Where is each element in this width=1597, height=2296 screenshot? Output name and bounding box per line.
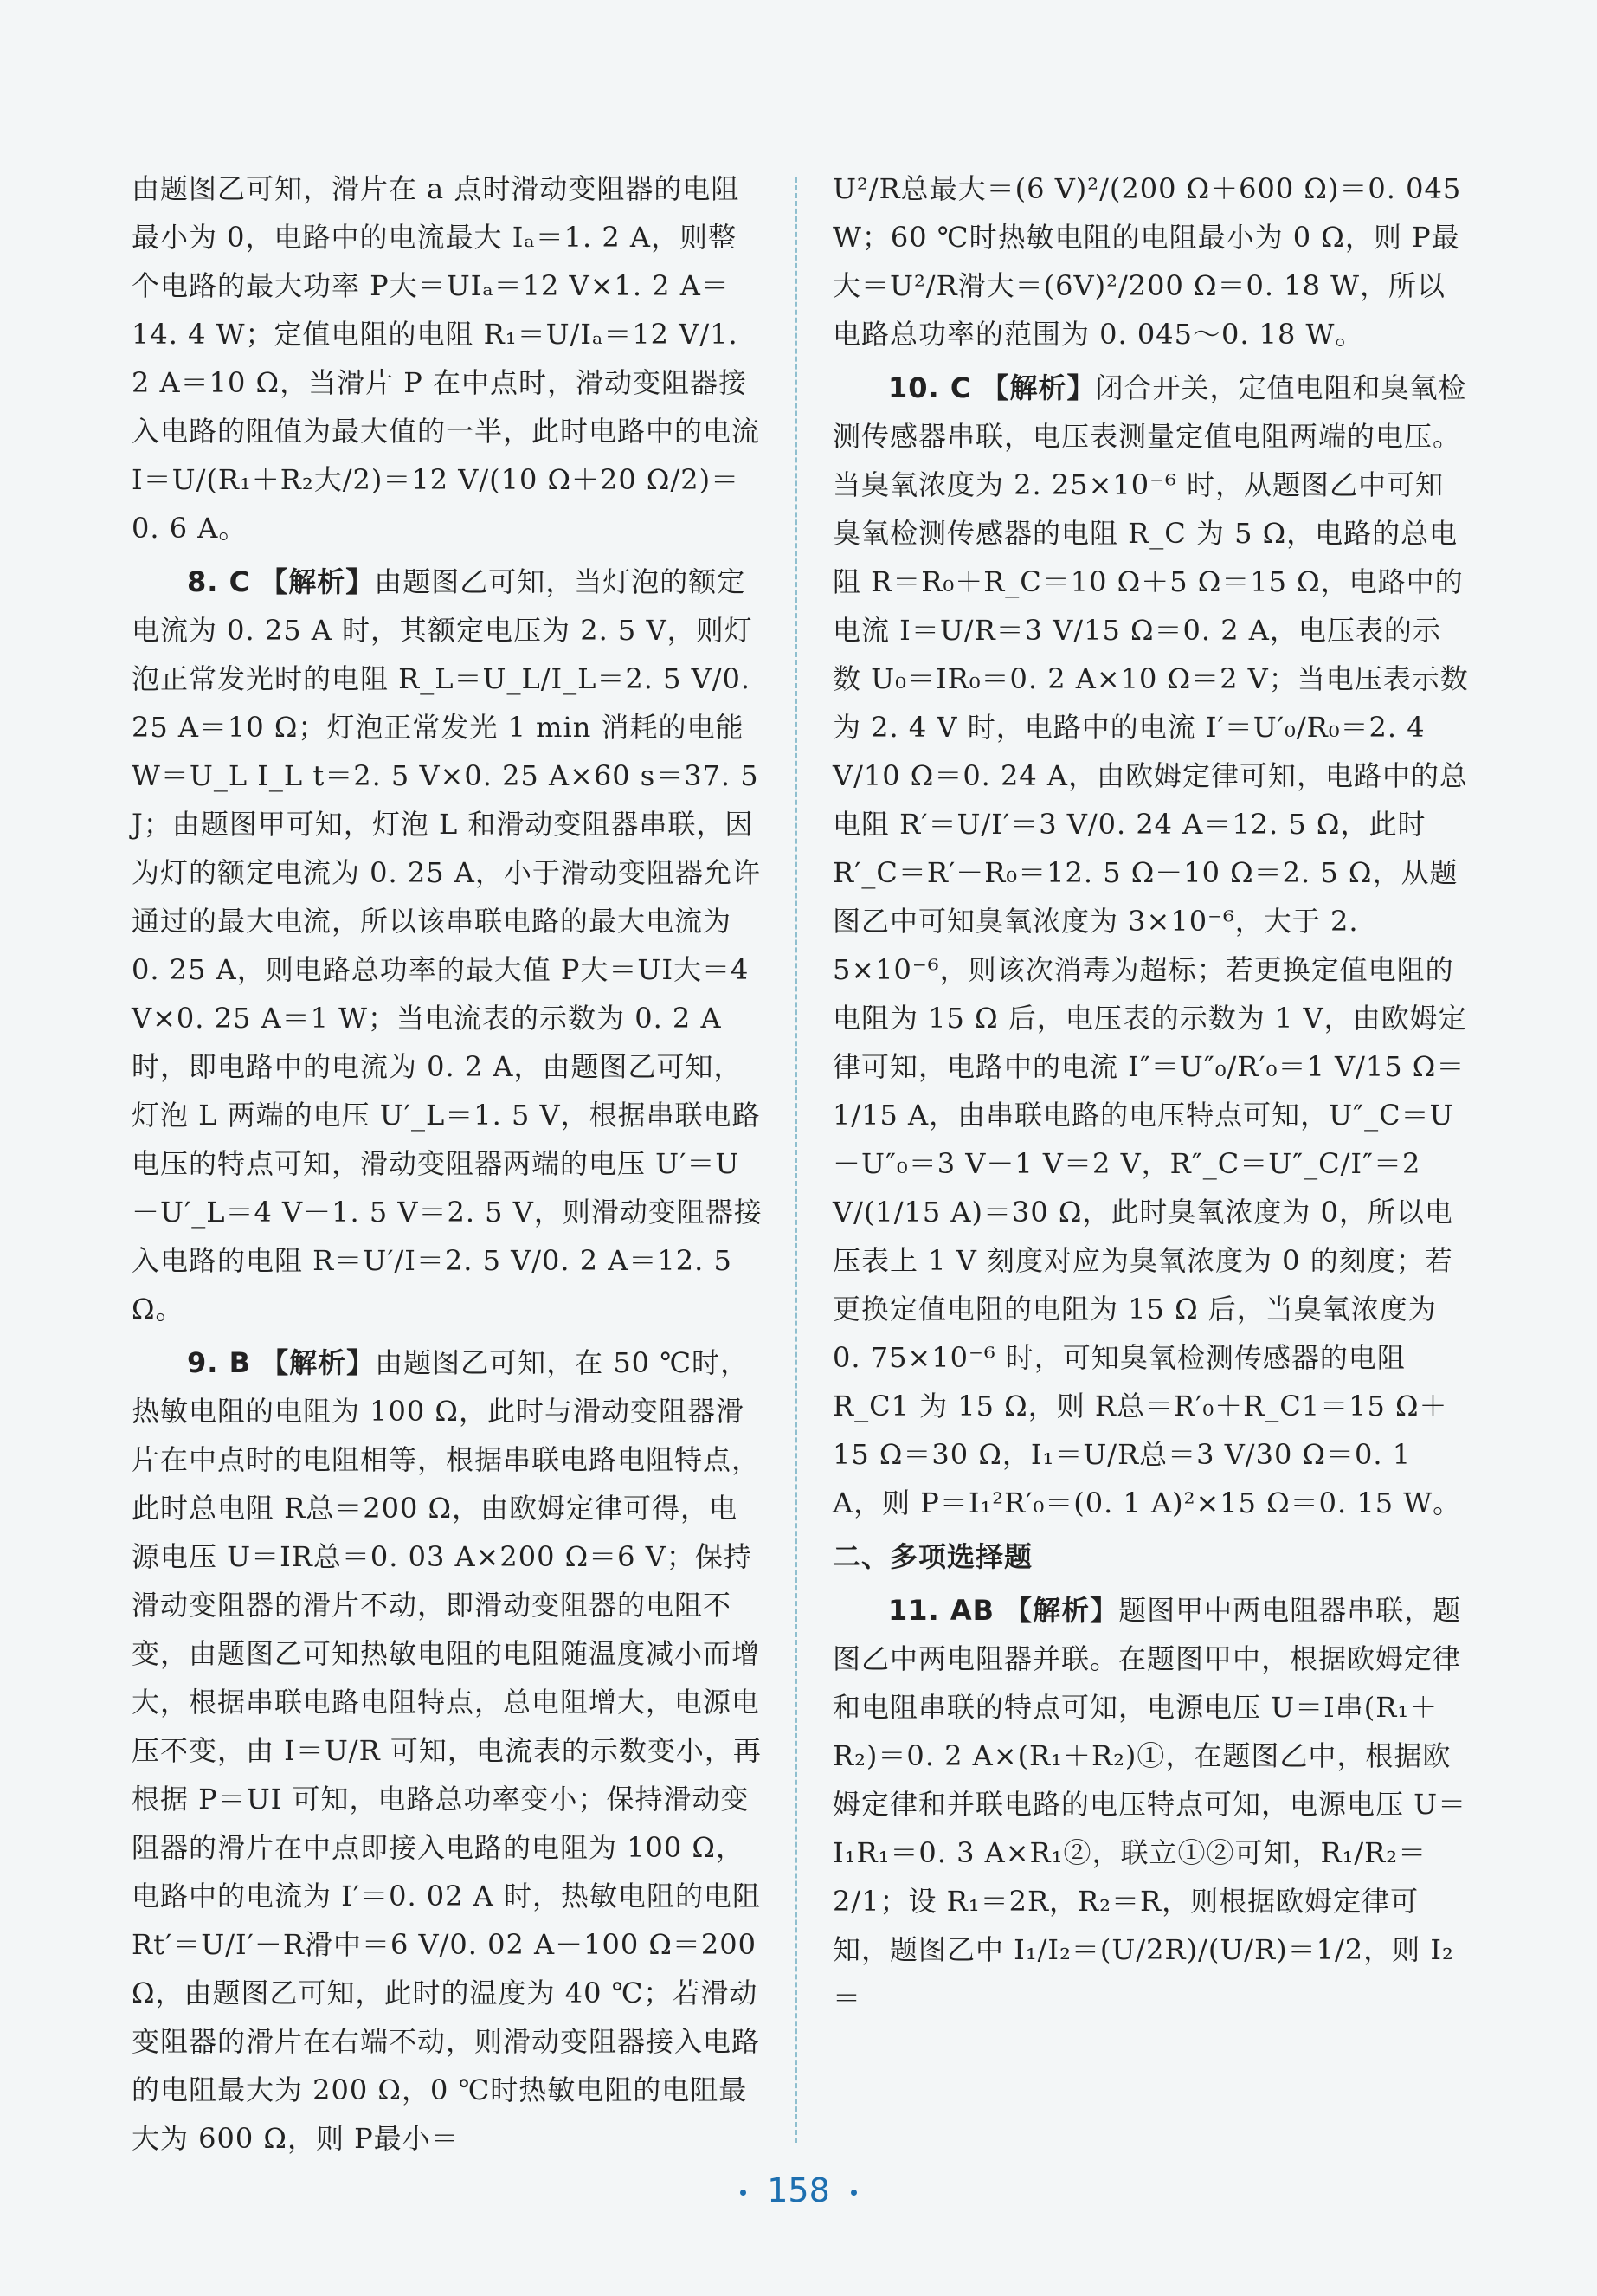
right-column (833, 164, 1469, 2028)
analysis-tag: 【解析】 (261, 1346, 376, 1379)
right-para-10: 10. C 【解析】闭合开关，定值电阻和臭氧检测传感器串联，电压表测量定值电阻两端的电压。当臭氧浓度为 2. 25×10⁻⁶ 时，从题图乙中可知臭氧检测传感器的电阻 R_C 为 5 Ω，电路的总电阻 R＝R₀＋R_C＝10 Ω＋5 Ω＝15 Ω，电路中的电流 I＝U/R＝3 V/15 Ω＝0. 2 A，电压表的示数 U₀＝IR₀＝0. 2 A×10 Ω＝2 V；当电压表示数为 2. 4 V 时，电路中的电流 I′＝U′₀/R₀＝2. 4 V/10 Ω＝0. 24 A，由欧姆定律可知，电路中的总电阻 R′＝U/I′＝3 V/0. 24 A＝12. 5 Ω，此时 R′_C＝R′－R₀＝12. 5 Ω－10 Ω＝2. 5 Ω，从题图乙中可知臭氧浓度为 3×10⁻⁶，大于 2. 5×10⁻⁶，则该次消毒为超标；若更换定值电阻的电阻为 15 Ω 后，电压表的示数为 1 V，由欧姆定律可知，电路中的电流 I″＝U″₀/R′₀＝1 V/15 Ω＝1/15 A，由串联电路的电压特点可知，U″_C＝U－U″₀＝3 V－1 V＝2 V，R″_C＝U″_C/I″＝2 V/(1/15 A)＝30 Ω，此时臭氧浓度为 0，所以电压表上 1 V 刻度对应为臭氧浓度为 0 的刻度；若更换定值电阻的电阻为 15 Ω 后，当臭氧浓度为 0. 75×10⁻⁶ 时，可知臭氧检测传感器的电阻 R_C1 为 15 Ω，则 R总＝R′₀＋R_C1＝15 Ω＋15 Ω＝30 Ω，I₁＝U/R总＝3 V/30 Ω＝0. 1 A，则 P＝I₁²R′₀＝(0. 1 A)²×15 Ω＝0. 15 W。 (833, 371, 1469, 1519)
bullet-dot-icon (740, 2190, 746, 2196)
column-divider (795, 177, 797, 2143)
question-number: 11. AB (888, 1594, 995, 1627)
question-number: 9. B (187, 1346, 251, 1379)
question-number: 10. C (888, 371, 972, 404)
page-number: 158 (767, 2171, 830, 2209)
analysis-tag: 【解析】 (260, 565, 375, 598)
right-para-11: 11. AB 【解析】题图甲中两电阻器串联，题图乙中两电阻器并联。在题图甲中，根据欧姆定律和电阻串联的特点可知，电源电压 U＝I串(R₁＋R₂)＝0. 2 A×(R₁＋R₂)①，在题图乙中，根据欧姆定律和并联电路的电压特点可知，电源电压 U＝I₁R₁＝0. 3 A×R₁②，联立①②可知，R₁/R₂＝2/1；设 R₁＝2R，R₂＝R，则根据欧姆定律可知，题图乙中 I₁/I₂＝(U/2R)/(U/R)＝1/2，则 I₂＝ (833, 1594, 1467, 2015)
page-footer (0, 2171, 1597, 2209)
analysis-tag: 【解析】 (1004, 1594, 1119, 1627)
left-para-8: 8. C 【解析】由题图乙可知，当灯泡的额定电流为 0. 25 A 时，其额定电压为 2. 5 V，则灯泡正常发光时的电阻 R_L＝U_L/I_L＝2. 5 V/0. 25 A＝10 Ω；灯泡正常发光 1 min 消耗的电能 W＝U_L I_L t＝2. 5 V×0. 25 A×60 s＝37. 5 J；由题图甲可知，灯泡 L 和滑动变阻器串联，因为灯的额定电流为 0. 25 A，小于滑动变阻器允许通过的最大电流，所以该串联电路的最大电流为 0. 25 A，则电路总功率的最大值 P大＝UI大＝4 V×0. 25 A＝1 W；当电流表的示数为 0. 2 A 时，即电路中的电流为 0. 2 A，由题图乙可知，灯泡 L 两端的电压 U′_L＝1. 5 V，根据串联电路电压的特点可知，滑动变阻器两端的电压 U′＝U－U′_L＝4 V－1. 5 V＝2. 5 V，则滑动变阻器接入电路的电阻 R＝U′/I＝2. 5 V/0. 2 A＝12. 5 Ω。 (132, 565, 763, 1325)
left-para-9: 9. B 【解析】由题图乙可知，在 50 ℃时，热敏电阻的电阻为 100 Ω，此时与滑动变阻器滑片在中点时的电阻相等，根据串联电路电阻特点，此时总电阻 R总＝200 Ω，由欧姆定律可得，电源电压 U＝IR总＝0. 03 A×200 Ω＝6 V；保持滑动变阻器的滑片不动，即滑动变阻器的电阻不变，由题图乙可知热敏电阻的电阻随温度减小而增大，根据串联电路电阻特点，总电阻增大，电源电压不变，由 I＝U/R 可知，电流表的示数变小，再根据 P＝UI 可知，电路总功率变小；保持滑动变阻器的滑片在中点即接入电路的电阻为 100 Ω，电路中的电流为 I′＝0. 02 A 时，热敏电阻的电阻 Rt′＝U/I′－R滑中＝6 V/0. 02 A－100 Ω＝200 Ω，由题图乙可知，此时的温度为 40 ℃；若滑动变阻器的滑片在右端不动，则滑动变阻器接入电路的电阻最大为 200 Ω，0 ℃时热敏电阻的电阻最大为 600 Ω，则 P最小＝ (132, 1346, 762, 2155)
section-heading: 二、多项选择题 (833, 1540, 1034, 1573)
bullet-dot-icon (851, 2190, 857, 2196)
right-para-0: U²/R总最大＝(6 V)²/(200 Ω＋600 Ω)＝0. 045 W；60 ℃时热敏电阻的电阻最小为 0 Ω，则 P最大＝U²/R滑大＝(6V)²/200 Ω＝0. 18 W，所以电路总功率的范围为 0. 045～0. 18 W。 (833, 172, 1462, 351)
analysis-tag: 【解析】 (981, 371, 1096, 404)
question-number: 8. C (187, 565, 251, 598)
left-para-0: 由题图乙可知，滑片在 a 点时滑动变阻器的电阻最小为 0，电路中的电流最大 Iₐ＝1. 2 A，则整个电路的最大功率 P大＝UIₐ＝12 V×1. 2 A＝14. 4 W；定值电阻的电阻 R₁＝U/Iₐ＝12 V/1. 2 A＝10 Ω，当滑片 P 在中点时，滑动变阻器接入电路的阻值为最大值的一半，此时电路中的电流 I＝U/(R₁＋R₂大/2)＝12 V/(10 Ω＋20 Ω/2)＝0. 6 A。 (132, 172, 761, 545)
left-column (132, 164, 763, 2168)
